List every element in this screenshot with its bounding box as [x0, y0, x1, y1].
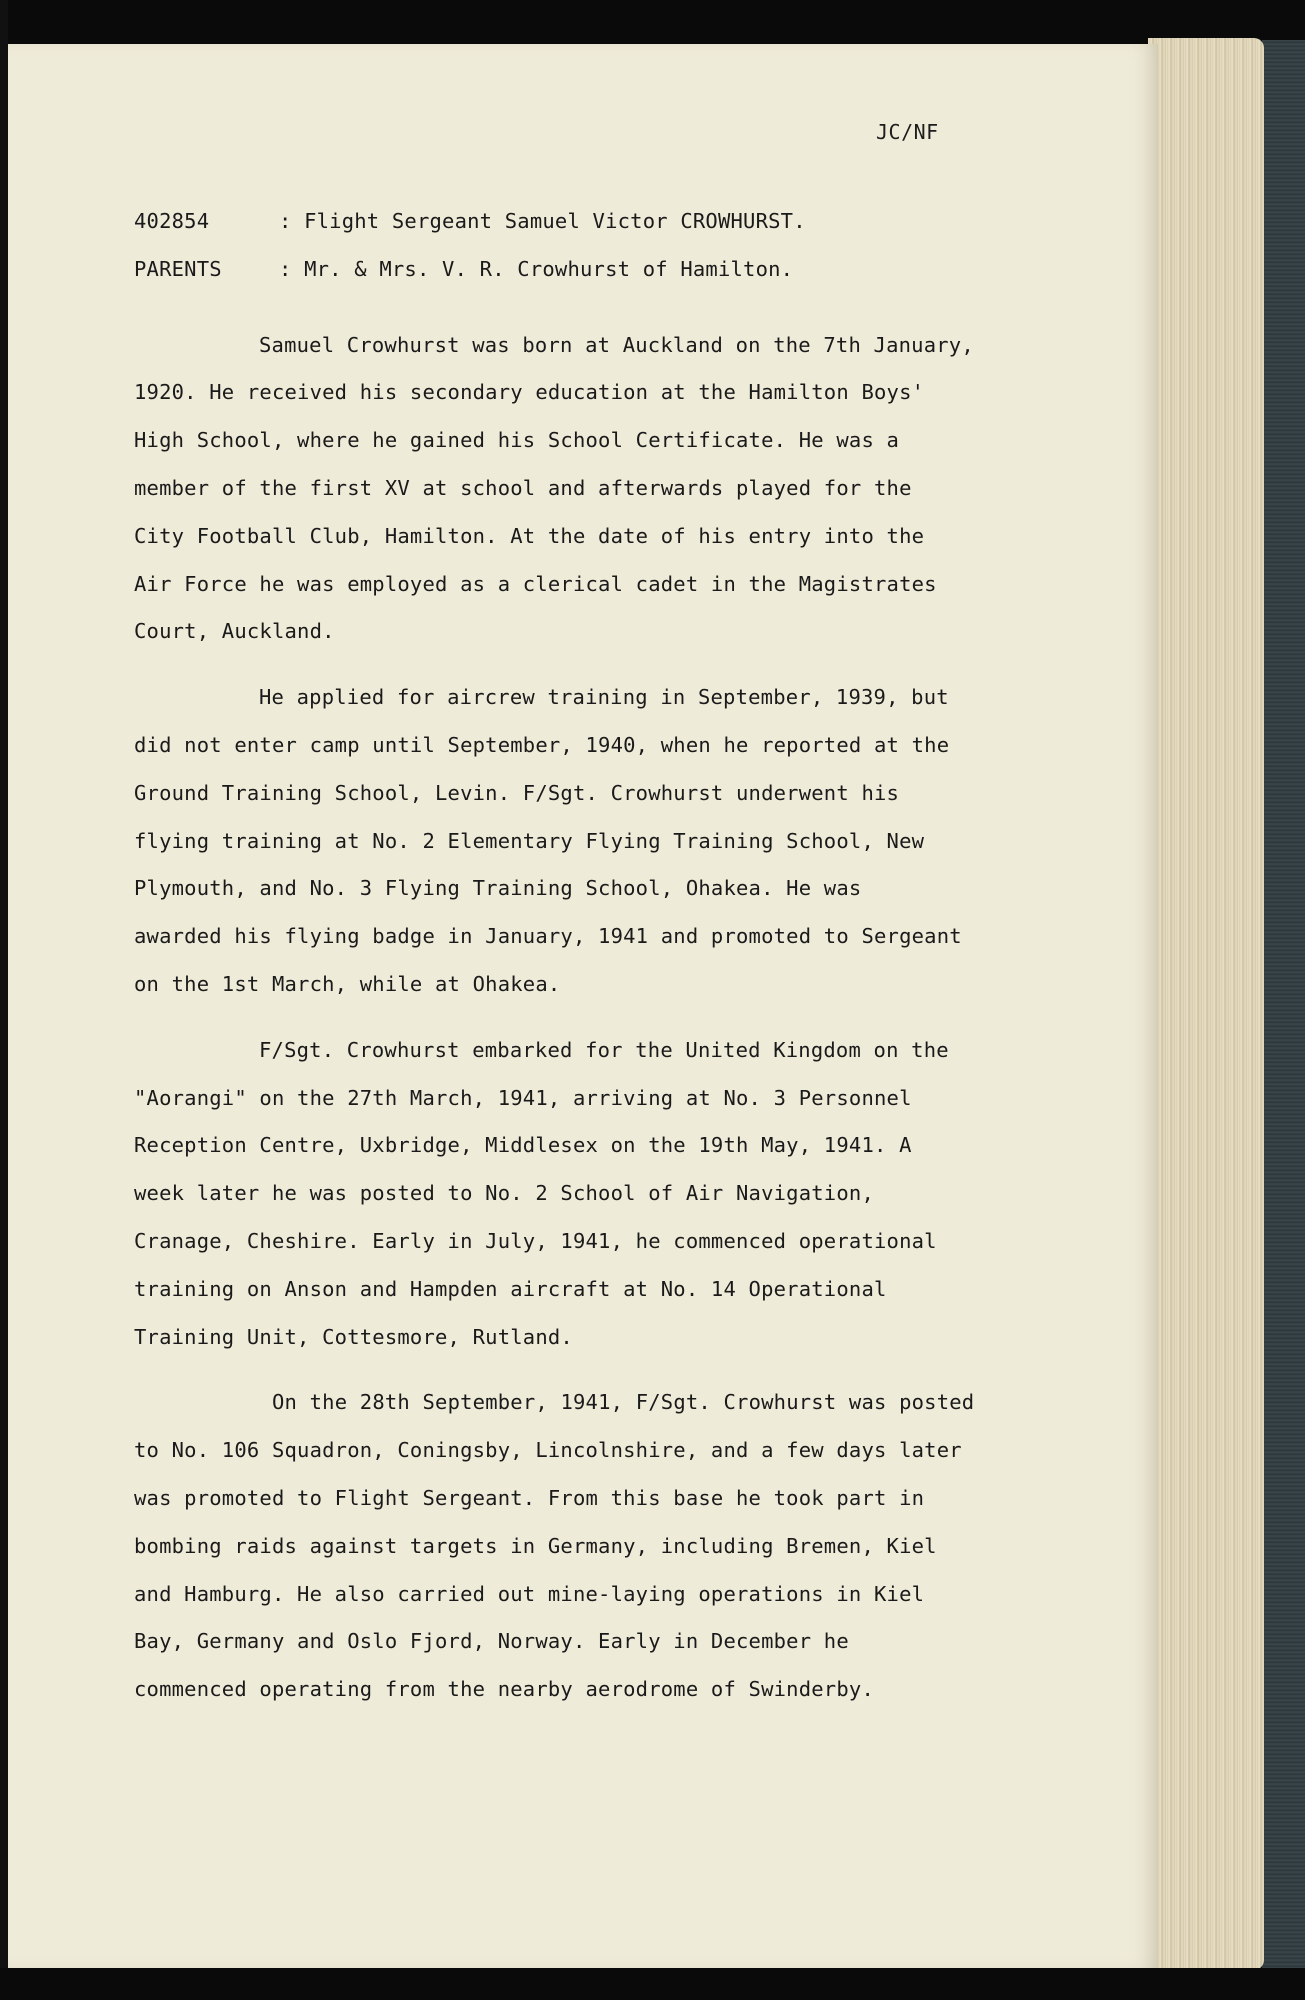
paragraph-line: Court, Auckland. [134, 619, 335, 644]
paragraph-4 [134, 1379, 1094, 1714]
paragraph-line: Bay, Germany and Oslo Fjord, Norway. Early in December he [134, 1629, 849, 1654]
paragraph-line: Cranage, Cheshire. Early in July, 1941, he commenced operational [134, 1228, 937, 1253]
paragraph-line: "Aorangi" on the 27th March, 1941, arriving at No. 3 Personnel [134, 1085, 912, 1110]
paragraph-line: awarded his flying badge in January, 1941 and promoted to Sergeant [134, 924, 962, 949]
paragraph-line: week later he was posted to No. 2 School of Air Navigation, [134, 1181, 874, 1206]
paragraph-line: was promoted to Flight Sergeant. From this base he took part in [134, 1485, 925, 1510]
paragraph-line: and Hamburg. He also carried out mine-laying operations in Kiel [134, 1581, 925, 1606]
scan-bottom-border [0, 1968, 1305, 2000]
paragraph-line: 1920. He received his secondary education at the Hamilton Boys' [134, 380, 925, 405]
document-body [134, 198, 1094, 1714]
service-line-text: : Flight Sergeant Samuel Victor CROWHURST. [279, 209, 806, 233]
paragraph-line: Plymouth, and No. 3 Flying Training School, Ohakea. He was [134, 876, 862, 901]
paragraph-1 [134, 322, 1094, 657]
paragraph-line: Samuel Crowhurst was born at Auckland on the 7th January, [259, 332, 974, 357]
paragraph-line: Reception Centre, Uxbridge, Middlesex on the 19th May, 1941. A [134, 1133, 912, 1158]
parents-line [134, 246, 1094, 294]
paragraph-line: F/Sgt. Crowhurst embarked for the United Kingdom on the [259, 1037, 949, 1062]
document-page [8, 44, 1158, 1968]
paragraph-line: City Football Club, Hamilton. At the date of his entry into the [134, 523, 925, 548]
paragraph-line: did not enter camp until September, 1940, when he reported at the [134, 732, 950, 757]
parents-text: : Mr. & Mrs. V. R. Crowhurst of Hamilton. [279, 256, 794, 281]
paragraph-3 [134, 1027, 1094, 1362]
paragraph-line: to No. 106 Squadron, Coningsby, Lincolnshire, and a few days later [134, 1438, 962, 1463]
service-number: 402854 [134, 209, 210, 233]
paragraph-line: bombing raids against targets in Germany, including Bremen, Kiel [134, 1533, 937, 1558]
paragraph-line: On the 28th September, 1941, F/Sgt. Crowhurst was posted [272, 1390, 975, 1415]
paragraph-line: Air Force he was employed as a clerical cadet in the Magistrates [134, 571, 937, 596]
paragraph-line: Training Unit, Cottesmore, Rutland. [134, 1324, 573, 1349]
paragraph-line: commenced operating from the nearby aerodrome of Swinderby. [134, 1677, 874, 1702]
reference-code: JC/NF [876, 120, 939, 144]
scan-left-border [0, 0, 8, 2000]
paragraph-line: on the 1st March, while at Ohakea. [134, 971, 561, 996]
paragraph-line: Ground Training School, Levin. F/Sgt. Crowhurst underwent his [134, 780, 900, 805]
paragraph-line: High School, where he gained his School Certificate. He was a [134, 428, 900, 453]
book-cover-edge [1262, 40, 1305, 1970]
paragraph-line: training on Anson and Hampden aircraft at No. 14 Operational [134, 1276, 887, 1301]
paragraph-line: He applied for aircrew training in September, 1939, but [259, 685, 949, 710]
paragraph-line: flying training at No. 2 Elementary Flying Training School, New [134, 828, 925, 853]
paragraph-2 [134, 674, 1094, 1009]
scan-top-border [0, 0, 1305, 46]
parents-label: PARENTS [134, 256, 222, 281]
page-stack-edges [1148, 38, 1264, 1970]
paragraph-line: member of the first XV at school and afterwards played for the [134, 475, 912, 500]
service-line [134, 198, 1094, 246]
